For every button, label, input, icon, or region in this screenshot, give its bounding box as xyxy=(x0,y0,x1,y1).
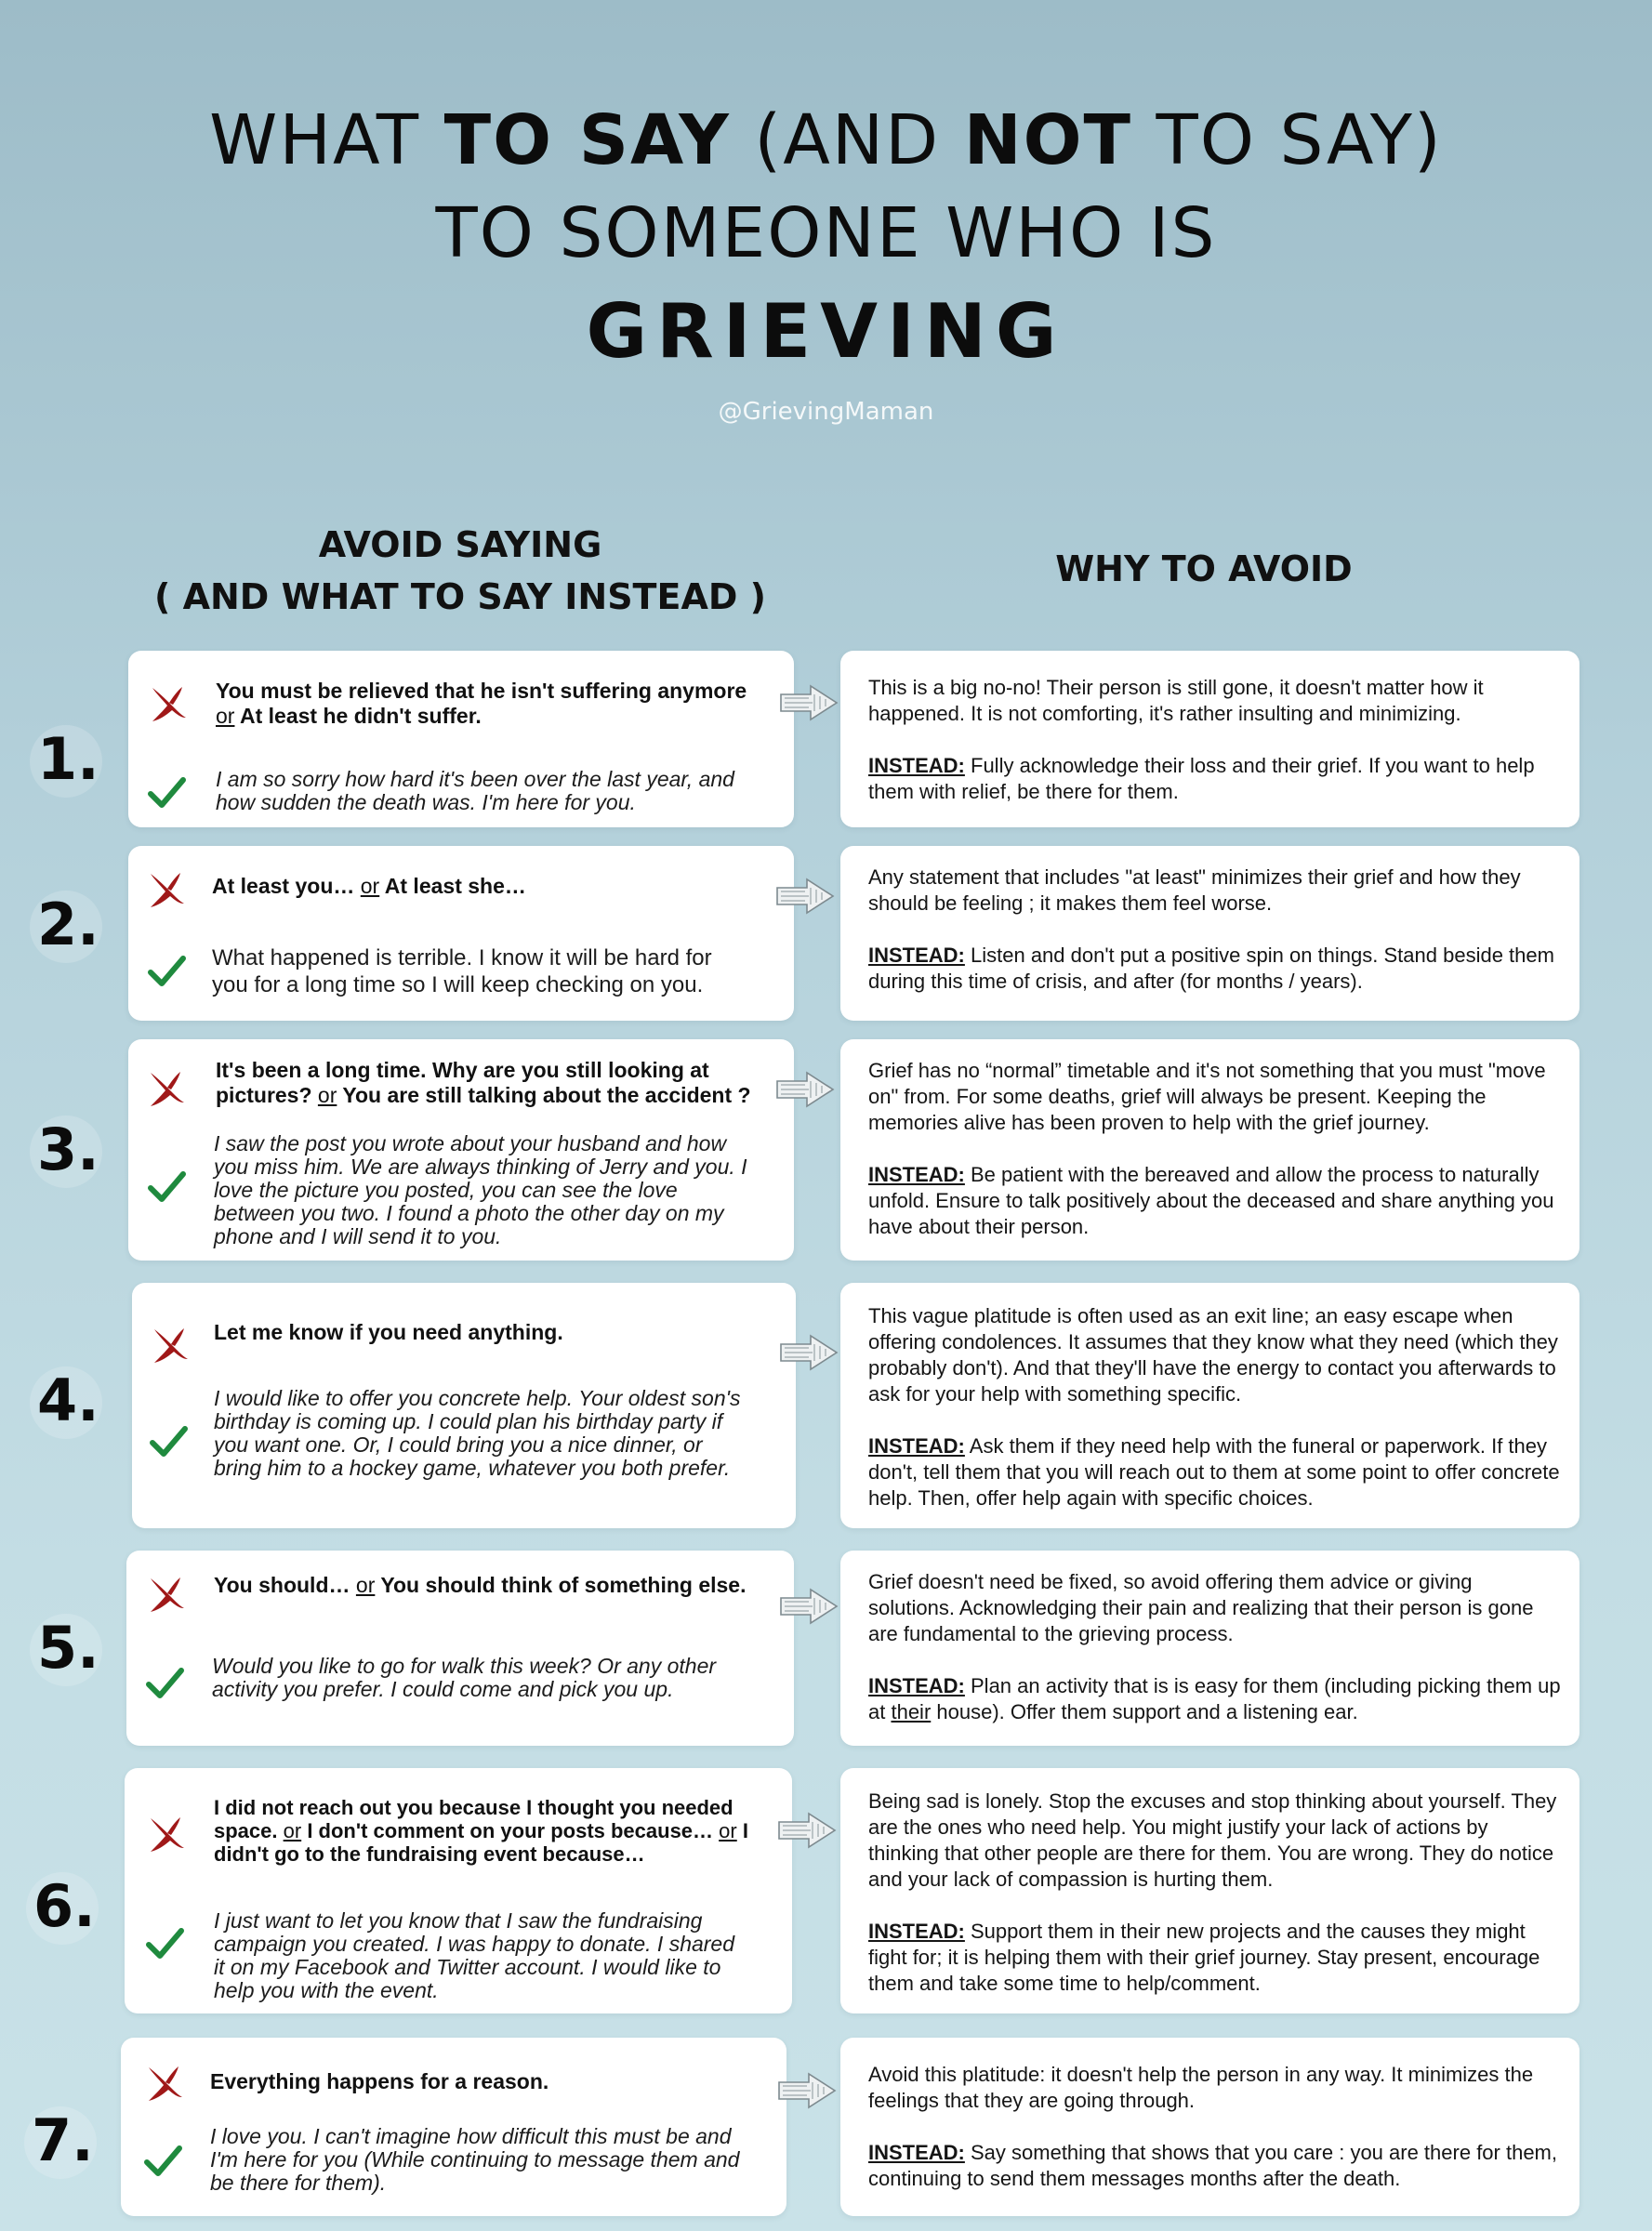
item-number: 5. xyxy=(37,1614,99,1682)
say-instead: I am so sorry how hard it's been over the last year, and how sudden the death was. I'm here for you. xyxy=(216,767,734,814)
title-part-bold: TO SAY xyxy=(443,100,731,180)
check-mark-icon xyxy=(145,772,188,814)
x-mark-icon xyxy=(145,1573,188,1616)
avoid-text: At least you… xyxy=(212,874,355,898)
why-card-6 xyxy=(840,1768,1579,2013)
title-part: WHAT xyxy=(209,100,444,180)
column-header-avoid-line1: AVOID SAYING xyxy=(318,524,602,565)
instead-underlined: their xyxy=(891,1700,932,1723)
arrow-icon xyxy=(777,1811,837,1850)
check-mark-icon xyxy=(143,1662,186,1705)
column-header-avoid xyxy=(121,519,800,623)
why-reason: Grief doesn't need be fixed, so avoid offering them advice or giving solutions. Acknowledging their pain and realizing that their person is gone are fundamental to the grieving process. xyxy=(868,1570,1534,1645)
avoid-text: I did not reach out you because I thought you needed space. xyxy=(214,1796,733,1842)
avoid-text: It's been a long time. Why are you still looking at pictures? xyxy=(216,1058,709,1107)
instead-label: INSTEAD: xyxy=(868,754,965,777)
why-text xyxy=(868,1303,1561,1512)
x-mark-icon xyxy=(143,2062,186,2105)
arrow-icon xyxy=(779,1587,839,1626)
say-instead: Would you like to go for walk this week? Or any other activity you prefer. I could come and pick you up. xyxy=(212,1654,717,1701)
avoid-text: At least she… xyxy=(384,874,526,898)
why-instead xyxy=(868,943,1561,995)
why-card-2 xyxy=(840,846,1579,1021)
item-number: 1. xyxy=(37,725,99,793)
why-card-7 xyxy=(840,2038,1579,2216)
why-instead xyxy=(868,1673,1561,1725)
avoid-card-1 xyxy=(128,651,794,827)
avoid-text: You should… xyxy=(214,1573,350,1597)
why-reason: Any statement that includes "at least" minimizes their grief and how they should be feeling ; it makes them feel worse. xyxy=(868,865,1521,915)
check-mark-icon xyxy=(141,2140,184,2183)
why-reason: This is a big no-no! Their person is still gone, it doesn't matter how it happened. It is not comforting, it's rather insulting and minimizing. xyxy=(868,676,1484,725)
why-text xyxy=(868,865,1561,995)
avoid-statement xyxy=(216,1058,773,1108)
arrow-icon xyxy=(779,1333,839,1372)
avoid-card-3 xyxy=(128,1039,794,1261)
avoid-card-5 xyxy=(126,1551,794,1746)
say-instead: I saw the post you wrote about your husband and how you miss him. We are always thinking of Jerry and you. I love the picture you posted, you can see the love between you two. I found a photo the other day on my phone and I will send it to you. xyxy=(214,1131,747,1248)
instead-text: Say something that shows that you care : you are there for them, continuing to send them messages months after the death. xyxy=(868,2141,1557,2190)
avoid-statement xyxy=(212,874,770,899)
title-part-bold: NOT xyxy=(963,100,1133,180)
check-mark-icon xyxy=(147,1420,190,1463)
say-instead: I just want to let you know that I saw the fundraising campaign you created. I was happy to donate. I shared it on my Facebook and Twitter account. I would like to help you with the event. xyxy=(214,1908,735,2002)
why-card-5 xyxy=(840,1551,1579,1746)
or-word: or xyxy=(317,1083,337,1107)
avoid-text: You should think of something else. xyxy=(380,1573,747,1597)
instead-text: house). Offer them support and a listening ear. xyxy=(931,1700,1358,1723)
why-card-4 xyxy=(840,1283,1579,1528)
why-text xyxy=(868,2062,1561,2192)
or-word: or xyxy=(360,874,380,898)
why-reason: Being sad is lonely. Stop the excuses and stop thinking about yourself. They are the ones who need help. You might justify your lack of actions by thinking that other people are there for them. You are wrong. They do notice and your lack of compassion is hurting them. xyxy=(868,1789,1557,1891)
instead-text: Fully acknowledge their loss and their grief. If you want to help them with relief, be there for them. xyxy=(868,754,1535,803)
instead-label: INSTEAD: xyxy=(868,944,965,967)
avoid-text: At least he didn't suffer. xyxy=(240,704,482,728)
why-card-1 xyxy=(840,651,1579,827)
item-number: 7. xyxy=(32,2106,94,2174)
avoid-text: I didn't go to the fundraising event because… xyxy=(214,1819,748,1866)
item-number: 4. xyxy=(37,1366,99,1434)
instead-label: INSTEAD: xyxy=(868,1434,965,1458)
check-mark-icon xyxy=(145,950,188,993)
instead-label: INSTEAD: xyxy=(868,1674,965,1697)
avoid-text: Everything happens for a reason. xyxy=(210,2069,549,2093)
item-number: 3. xyxy=(37,1116,99,1183)
item-number: 2. xyxy=(37,891,99,958)
why-card-3 xyxy=(840,1039,1579,1261)
instead-label: INSTEAD: xyxy=(868,1920,965,1943)
instead-label: INSTEAD: xyxy=(868,2141,965,2164)
x-mark-icon xyxy=(147,682,190,725)
why-reason: This vague platitude is often used as an exit line; an easy escape when offering condolences. It assumes that they know what they need (which they probably don't). And that they'll have the energy to contact you afterwards to ask for your help with something specific. xyxy=(868,1304,1558,1406)
why-instead xyxy=(868,2140,1561,2192)
or-word: or xyxy=(283,1819,302,1842)
title-part: TO SAY) xyxy=(1132,100,1443,180)
x-mark-icon xyxy=(145,1067,188,1110)
x-mark-icon xyxy=(149,1324,192,1366)
why-instead xyxy=(868,1433,1561,1512)
why-text xyxy=(868,1789,1561,1997)
check-mark-icon xyxy=(145,1166,188,1208)
or-word: or xyxy=(216,704,235,728)
instead-text: Ask them if they need help with the funeral or paperwork. If they don't, tell them that you will reach out to them at some point to offer concrete help. Then, offer help again with specific choices. xyxy=(868,1434,1560,1510)
avoid-text: You are still talking about the accident ? xyxy=(342,1083,751,1107)
title-line-1 xyxy=(0,100,1652,180)
author-handle: @GrievingMaman xyxy=(718,398,934,426)
avoid-text: I don't comment on your posts because… xyxy=(307,1819,714,1842)
avoid-card-6 xyxy=(125,1768,792,2013)
avoid-statement xyxy=(210,2069,768,2094)
avoid-statement xyxy=(214,1573,772,1598)
column-header-avoid-line2: ( AND WHAT TO SAY INSTEAD ) xyxy=(154,576,766,617)
instead-text: Be patient with the bereaved and allow the process to naturally unfold. Ensure to talk positively about the deceased and share anything you have about their person. xyxy=(868,1163,1554,1238)
title-line-2: TO SOMEONE WHO IS xyxy=(435,193,1217,273)
or-word: or xyxy=(719,1819,737,1842)
why-instead xyxy=(868,1919,1561,1997)
say-instead: What happened is terrible. I know it will be hard for you for a long time so I will keep checking on you. xyxy=(212,945,712,997)
instead-label: INSTEAD: xyxy=(868,1163,965,1186)
avoid-card-4 xyxy=(132,1283,796,1528)
avoid-text: You must be relieved that he isn't suffering anymore xyxy=(216,679,747,703)
why-text xyxy=(868,675,1561,805)
instead-text: Plan an activity that is is easy for them (including picking them up at xyxy=(868,1674,1561,1723)
avoid-statement xyxy=(214,1320,772,1345)
instead-text: Listen and don't put a positive spin on things. Stand beside them during this time of crisis, and after (for months / years). xyxy=(868,944,1554,993)
instead-text: Support them in their new projects and the causes they might fight for; it is helping them with their grief journey. Stay present, encourage them and take some time to help/comment. xyxy=(868,1920,1540,1995)
arrow-icon xyxy=(775,877,835,916)
why-instead xyxy=(868,753,1561,805)
arrow-icon xyxy=(775,1070,835,1109)
check-mark-icon xyxy=(143,1922,186,1965)
avoid-text: Let me know if you need anything. xyxy=(214,1320,563,1344)
why-text xyxy=(868,1058,1561,1240)
arrow-icon xyxy=(779,683,839,722)
title-part: (AND xyxy=(730,100,964,180)
why-reason: Grief has no “normal” timetable and it's not something that you must "move on" from. For some deaths, grief will always be present. Keeping the memories alive has been proven to help with the grief journey. xyxy=(868,1059,1546,1134)
or-word: or xyxy=(355,1573,376,1597)
avoid-card-7 xyxy=(121,2038,786,2216)
title-line-3: GRIEVING xyxy=(586,288,1066,375)
item-number: 6. xyxy=(33,1872,96,1940)
x-mark-icon xyxy=(145,1813,188,1855)
avoid-statement xyxy=(216,679,773,729)
avoid-card-2 xyxy=(128,846,794,1021)
why-text xyxy=(868,1569,1561,1725)
arrow-icon xyxy=(777,2071,837,2110)
why-instead xyxy=(868,1162,1561,1240)
why-reason: Avoid this platitude: it doesn't help the person in any way. It minimizes the feelings that they are going through. xyxy=(868,2063,1534,2112)
say-instead: I would like to offer you concrete help. Your oldest son's birthday is coming up. I could plan his birthday party if you want one. Or, I could bring you a nice dinner, or bring him to a hockey game, whatever you both prefer. xyxy=(214,1386,741,1480)
x-mark-icon xyxy=(145,868,188,911)
column-header-why: WHY TO AVOID xyxy=(1055,548,1353,589)
say-instead: I love you. I can't imagine how difficult this must be and I'm here for you (While continuing to message them and be there for them). xyxy=(210,2124,740,2195)
avoid-statement xyxy=(214,1796,772,1866)
